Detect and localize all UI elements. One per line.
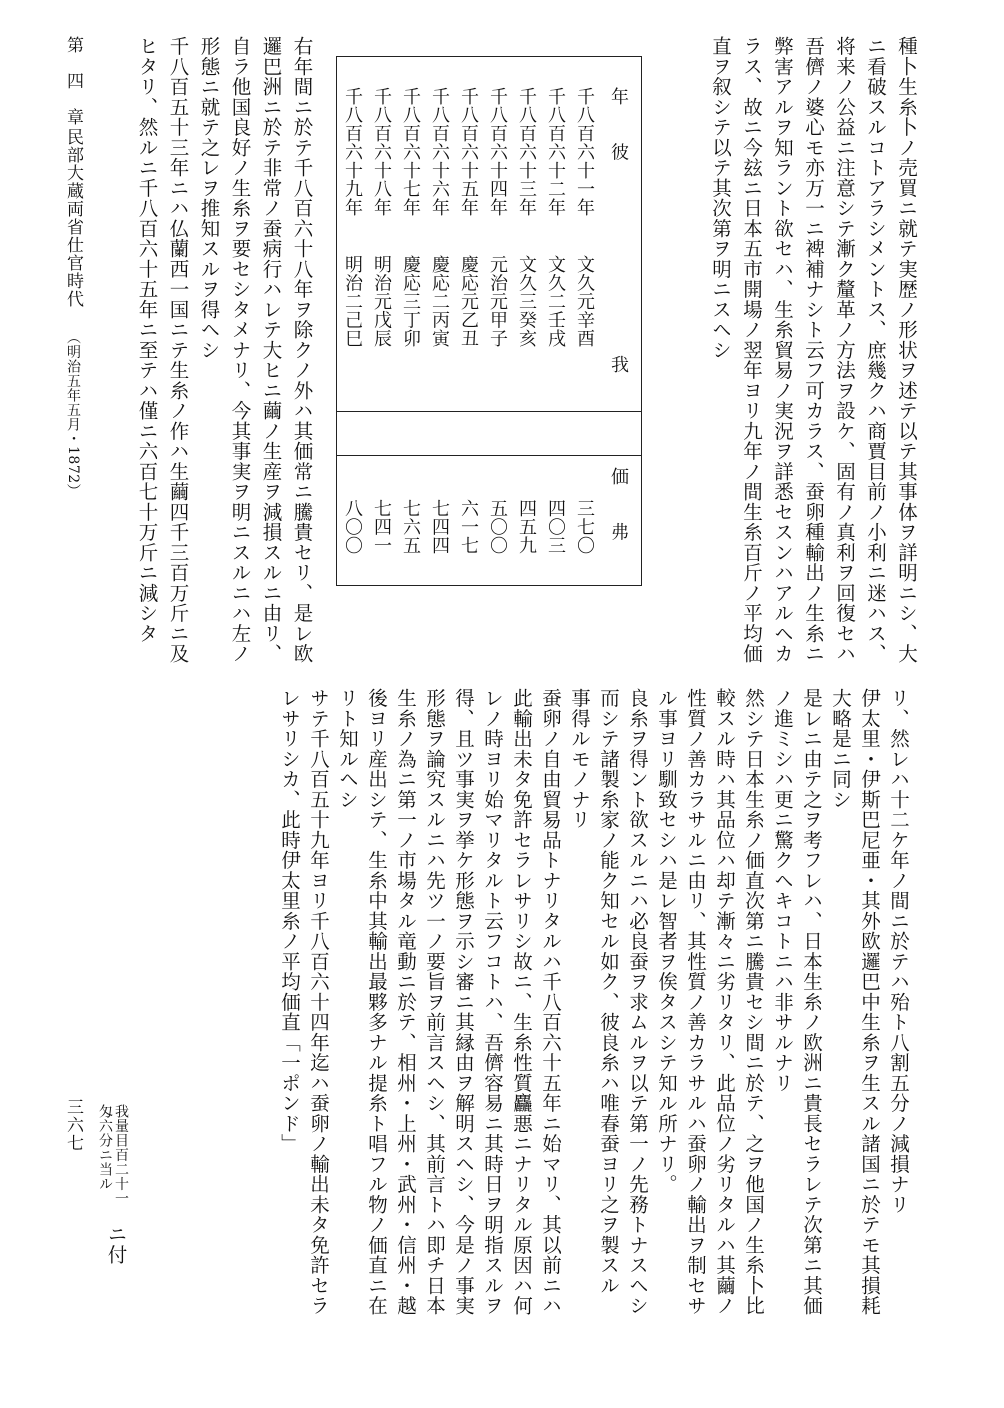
price-table — [336, 56, 642, 586]
text-column: リト知ルヘシ — [336, 688, 359, 810]
text-column: 形態ヲ論究スルニハ先ツ一ノ要旨ヲ前言スヘシ、其前言トハ即チ日本 — [423, 688, 446, 1316]
table-price: 四〇三 — [545, 499, 566, 555]
table-era: 明治元戊辰 — [371, 255, 392, 348]
table-price: 八〇〇 — [342, 499, 363, 555]
text-column: リ、然レハ十二ケ年ノ間ニ於テハ殆ト八割五分ノ減損ナリ — [887, 688, 910, 1215]
table-header-price: 価 弗 — [608, 467, 629, 541]
running-date: （明治五年五月・1872） — [65, 330, 81, 499]
table-era: 文久元辛酉 — [574, 255, 595, 348]
table-price: 七六五 — [400, 499, 421, 555]
table-year: 千八百六十六年 — [429, 87, 450, 217]
text-column: 性質ノ善カラサルニ由リ、其性質ノ善カラサルハ蚕卵ノ輸出ヲ制セサ — [684, 688, 707, 1316]
text-column: ノ進ミシハ更ニ驚クヘキコトニハ非サルナリ — [771, 688, 794, 1093]
table-year: 千八百六十八年 — [371, 87, 392, 217]
text-column: 形態ニ就テ之レヲ推知スルヲ得ヘシ — [197, 36, 221, 360]
table-price: 七四一 — [371, 499, 392, 555]
text-column: ラス、故ニ今玆ニ日本五市開場ノ翌年ヨリ九年ノ間生糸百斤ノ平均価 — [740, 36, 763, 664]
text-column-tail: ニ付 — [104, 1224, 128, 1265]
text-column: 右年間ニ於テ千八百六十八年ヲ除クノ外ハ其価常ニ騰貴セリ、是レ欧 — [290, 36, 314, 664]
text-column: ル事ヨリ馴致セシハ是レ智者ヲ俟タスシテ知ル所ナリ。 — [655, 688, 678, 1195]
text-column: 自ラ他国良好ノ生糸ヲ要セシタメナリ、今其事実ヲ明ニスルニハ左ノ — [228, 36, 252, 664]
table-price: 三七〇 — [574, 499, 595, 555]
text-column: 此輸出未タ免許セラレサリシ故ニ、生糸性質麤悪ニナリタル原因ハ何 — [510, 688, 533, 1316]
table-era: 文久三癸亥 — [516, 255, 537, 348]
text-column: 得、且ツ事実ヲ挙ケ形態ヲ示シ審ニ其縁由ヲ解明スヘシ、今是ノ事実 — [452, 688, 475, 1316]
text-column: 後ヨリ産出シテ、生糸中其輸出最夥多ナル提糸ト唱フル物ノ価直ニ在 — [365, 688, 388, 1316]
text-column: 然シテ日本生糸ノ価直次第ニ騰貴セシ間ニ於テ、之ヲ他国ノ生糸卜比 — [742, 688, 765, 1316]
text-column: 将来ノ公益ニ注意シテ漸ク釐革ノ方法ヲ設ケ、固有ノ真利ヲ回復セハ — [833, 36, 856, 664]
table-era: 元治元甲子 — [487, 255, 508, 348]
table-price: 六一七 — [458, 499, 479, 555]
table-era: 明治二己巳 — [342, 255, 363, 348]
text-column: 伊太里・伊斯巴尼亜・其外欧邏巴中生糸ヲ生スル諸国ニ於テモ其損耗 — [858, 688, 881, 1316]
table-price: 四五九 — [516, 499, 537, 555]
table-era: 慶応元乙丑 — [458, 255, 479, 348]
table-era: 慶応三丁卯 — [400, 255, 421, 348]
text-column: 邏巴洲ニ於テ非常ノ蚕病行ハレテ大ヒニ繭ノ生産ヲ減損スルニ由リ、 — [259, 36, 283, 664]
text-column: 弊害アルヲ知ラント欲セハ、生糸貿易ノ実況ヲ詳悉セスンハアルヘカ — [771, 36, 794, 664]
table-era: 文久二壬戌 — [545, 255, 566, 348]
table-price: 七四四 — [429, 499, 450, 555]
text-column: レノ時ヨリ始マリタルト云フコトハ、吾儕容易ニ其時日ヲ明指スルヲ — [481, 688, 504, 1316]
table-year: 千八百六十二年 — [545, 87, 566, 217]
table-divider — [337, 411, 641, 412]
text-column: 事得ルモノナリ — [568, 688, 591, 830]
text-column: 蚕卵ノ自由貿易品トナリタルハ千八百六十五年ニ始マリ、其以前ニハ — [539, 688, 562, 1316]
table-header-era: 我 — [608, 355, 629, 374]
table-year: 千八百六十一年 — [574, 87, 595, 217]
text-column: レサリシカ、此時伊太里糸ノ平均価直「一ポンド」 — [278, 688, 301, 1154]
text-column: 較スル時ハ其品位ハ却テ漸々ニ劣リタリ、此品位ノ劣リタルハ其繭ノ — [713, 688, 736, 1316]
table-year: 千八百六十七年 — [400, 87, 421, 217]
text-column: 千八百五十三年ニハ仏蘭西一国ニテ生糸ノ作ハ生繭四千三百万斤ニ及 — [166, 36, 190, 664]
table-era: 慶応二丙寅 — [429, 255, 450, 348]
table-year: 千八百六十五年 — [458, 87, 479, 217]
text-column: ヒタリ、然ルニ千八百六十五年ニ至テハ僅ニ六百七十万斤ニ減シタ — [135, 36, 159, 644]
text-column: ニ看破スルコトアラシメントス、庶幾クハ商賈目前ノ小利ニ迷ハス、 — [864, 36, 887, 664]
text-column: サテ千八百五十九年ヨリ千八百六十四年迄ハ蚕卵ノ輸出未タ免許セラ — [307, 688, 330, 1316]
table-price: 五〇〇 — [487, 499, 508, 555]
table-header-year: 年 彼 — [608, 87, 629, 161]
text-column: 良糸ヲ得ント欲スルニハ必良蚕ヲ求ムルヲ以テ第一ノ先務トナスヘシ — [626, 688, 649, 1316]
text-column: 大略是ニ同シ — [829, 688, 852, 810]
table-year: 千八百六十三年 — [516, 87, 537, 217]
table-year: 千八百六十四年 — [487, 87, 508, 217]
running-title: 民部大蔵両省仕官時代 — [63, 128, 83, 308]
chapter-label: 第 四 章 — [63, 36, 83, 126]
inline-note: 我量目百二十一 — [113, 1104, 129, 1206]
table-year: 千八百六十九年 — [342, 87, 363, 217]
text-column: 直ヲ叙シテ以テ其次第ヲ明ニスヘシ — [709, 36, 732, 360]
text-column: 是レニ由テ之ヲ考フレハ、日本生糸ノ欧洲ニ貴長セラレテ次第ニ其価 — [800, 688, 823, 1316]
table-divider — [337, 455, 641, 456]
inline-note: 匁六分ニ当ル — [97, 1104, 113, 1191]
text-column: 而シテ諸製糸家ノ能ク知セル如ク、彼良糸ハ唯春蚕ヨリ之ヲ製スル — [597, 688, 620, 1296]
text-column: 吾儕ノ婆心モ亦万一ニ裨補ナシト云フ可カラス、蚕卵種輸出ノ生糸ニ — [802, 36, 825, 664]
page-number: 三六七 — [63, 1098, 83, 1152]
text-column: 種卜生糸卜ノ売買ニ就テ実歴ノ形状ヲ述テ以テ其事体ヲ詳明ニシ、大 — [895, 36, 918, 664]
text-column: 生糸ノ為ニ第一ノ市場タル竜動ニ於テ、相州・上州・武州・信州・越 — [394, 688, 417, 1316]
